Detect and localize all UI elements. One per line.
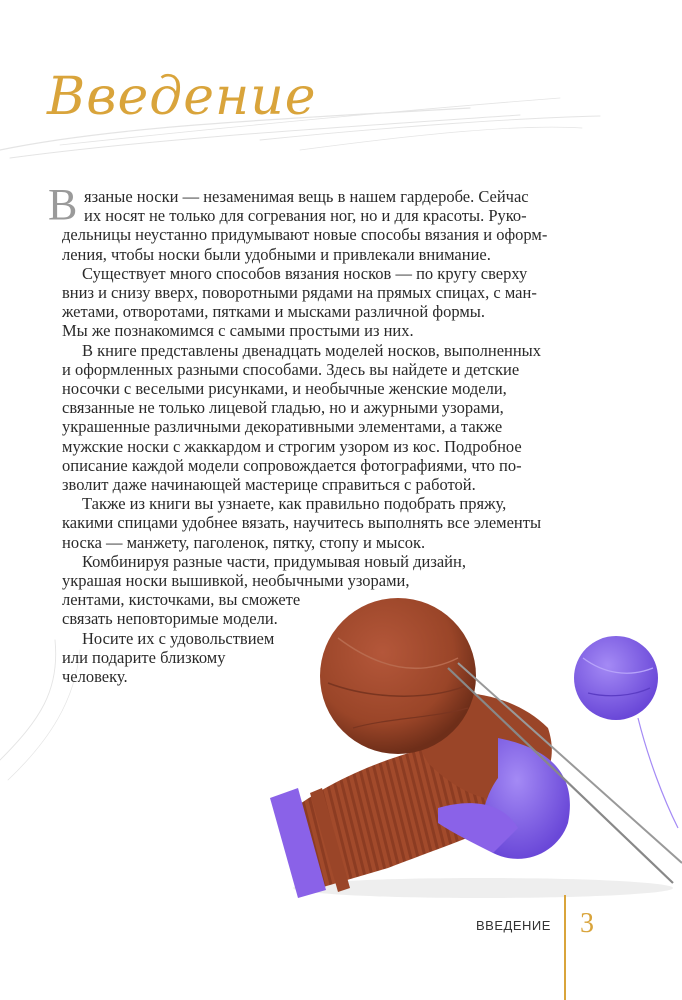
footer-divider — [564, 895, 566, 1000]
text-line: Комбинируя разные части, придумывая новый дизайн, — [82, 551, 466, 571]
text-line: носка — манжету, паголенок, пятку, стопу и мысок. — [62, 532, 426, 552]
text-line: жетами, отворотами, пятками и мысками различной формы. — [62, 302, 485, 322]
text-line: лентами, кисточками, вы сможете — [62, 590, 301, 610]
text-line: Существует много способов вязания носков — по кругу сверху — [82, 263, 528, 283]
text-line: ления, чтобы носки были удобными и привлекали внимание. — [62, 244, 491, 264]
paragraph — [48, 180, 548, 264]
text-line: язаные носки — незаменимая вещь в нашем гардеробе. Сейчас — [84, 187, 529, 206]
text-line: вниз и снизу вверх, поворотными рядами на прямых спицах, с ман- — [62, 283, 537, 303]
text-line: украшая носки вышивкой, необычными узорами, — [62, 571, 410, 591]
paragraph — [62, 264, 540, 341]
text-line: украшенные различными декоративными элементами, а также — [62, 417, 503, 437]
text-line: связанные не только лицевой гладью, но и ажурными узорами, — [62, 398, 504, 418]
text-line: описание каждой модели сопровождается фотографиями, что по- — [62, 455, 522, 475]
paragraph — [62, 341, 540, 495]
page-title: Введение — [47, 67, 317, 127]
text-line: Также из книги вы узнаете, как правильно подобрать пряжу, — [82, 494, 507, 514]
knitting-photo — [258, 598, 682, 898]
text-line: носочки с веселыми рисунками, и необычные женские модели, — [62, 379, 507, 399]
page-number: 3 — [580, 908, 594, 939]
text-line: дельницы неустанно придумывают новые способы вязания и оформ- — [62, 225, 548, 245]
text-line: Носите их с удовольствием — [82, 628, 275, 648]
text-line: Мы же познакомимся с самыми простыми из них. — [62, 321, 414, 341]
section-label: ВВЕДЕНИЕ — [476, 918, 551, 933]
text-line: или подарите близкому — [62, 647, 226, 667]
text-line: зволит даже начинающей мастерице справиться с работой. — [62, 475, 476, 495]
text-line: человеку. — [62, 667, 128, 687]
text-line: мужские носки с жаккардом и строгим узором из кос. Подробное — [62, 436, 522, 456]
text-line: В книге представлены двенадцать моделей носков, выполненных — [82, 340, 542, 360]
text-line: их носят не только для согревания ног, но и для красоты. Руко- — [84, 206, 527, 226]
text-line: связать неповторимые модели. — [62, 609, 278, 629]
paragraph — [62, 494, 540, 552]
text-line: какими спицами удобнее вязать, научитесь выполнять все элементы — [62, 513, 542, 533]
text-line: и оформленных разными способами. Здесь вы найдете и детские — [62, 359, 520, 379]
drop-cap: В — [48, 180, 78, 229]
